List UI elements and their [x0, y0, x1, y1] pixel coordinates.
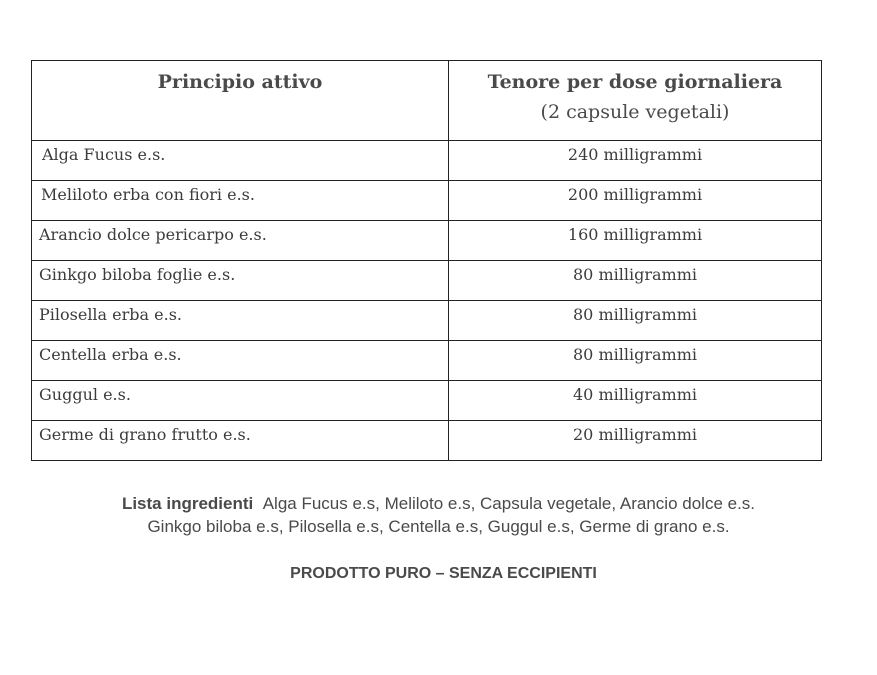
- ingredients-list: [0, 492, 877, 538]
- row-name: Germe di grano frutto e.s.: [32, 421, 449, 461]
- table-row: [32, 381, 822, 421]
- ingredients-label: Lista ingredienti: [121, 494, 254, 513]
- row-dose: 40 milligrammi: [449, 381, 822, 421]
- ingredients-table: [31, 60, 822, 461]
- row-name: Arancio dolce pericarpo e.s.: [32, 221, 449, 261]
- row-name: Centella erba e.s.: [32, 341, 449, 381]
- ingredients-text-2: Ginkgo biloba e.s, Pilosella e.s, Centella e.s, Guggul e.s, Germe di grano e.s.: [147, 517, 730, 536]
- row-name: Ginkgo biloba foglie e.s.: [32, 261, 449, 301]
- ingredients-line-1: [0, 492, 877, 515]
- ingredients-table-container: [31, 60, 821, 461]
- table-row: [32, 421, 822, 461]
- pure-product-note: PRODOTTO PURO – SENZA ECCIPIENTI: [290, 565, 597, 582]
- table-row: [32, 261, 822, 301]
- ingredients-text-1: Alga Fucus e.s, Meliloto e.s, Capsula vegetale, Arancio dolce e.s.: [262, 494, 756, 513]
- table-row: [32, 181, 822, 221]
- header-daily-dose: [449, 61, 822, 141]
- table-row: [32, 341, 822, 381]
- row-dose: 160 milligrammi: [449, 221, 822, 261]
- row-dose: 20 milligrammi: [449, 421, 822, 461]
- row-dose: 80 milligrammi: [449, 301, 822, 341]
- row-name: Meliloto erba con fiori e.s.: [32, 181, 449, 221]
- row-name: Pilosella erba e.s.: [32, 301, 449, 341]
- header-daily-dose-label: Tenore per dose giornaliera: [487, 71, 783, 93]
- table-row: [32, 301, 822, 341]
- header-daily-dose-sublabel: (2 capsule vegetali): [540, 101, 730, 123]
- table-row: [32, 141, 822, 181]
- header-active-principle: [32, 61, 449, 141]
- row-dose: 240 milligrammi: [449, 141, 822, 181]
- row-dose: 80 milligrammi: [449, 261, 822, 301]
- table-header-row: [32, 61, 822, 141]
- row-dose: 200 milligrammi: [449, 181, 822, 221]
- row-name: Guggul e.s.: [32, 381, 449, 421]
- row-name: Alga Fucus e.s.: [32, 141, 449, 181]
- row-dose: 80 milligrammi: [449, 341, 822, 381]
- header-active-principle-label: Principio attivo: [157, 71, 323, 93]
- table-row: [32, 221, 822, 261]
